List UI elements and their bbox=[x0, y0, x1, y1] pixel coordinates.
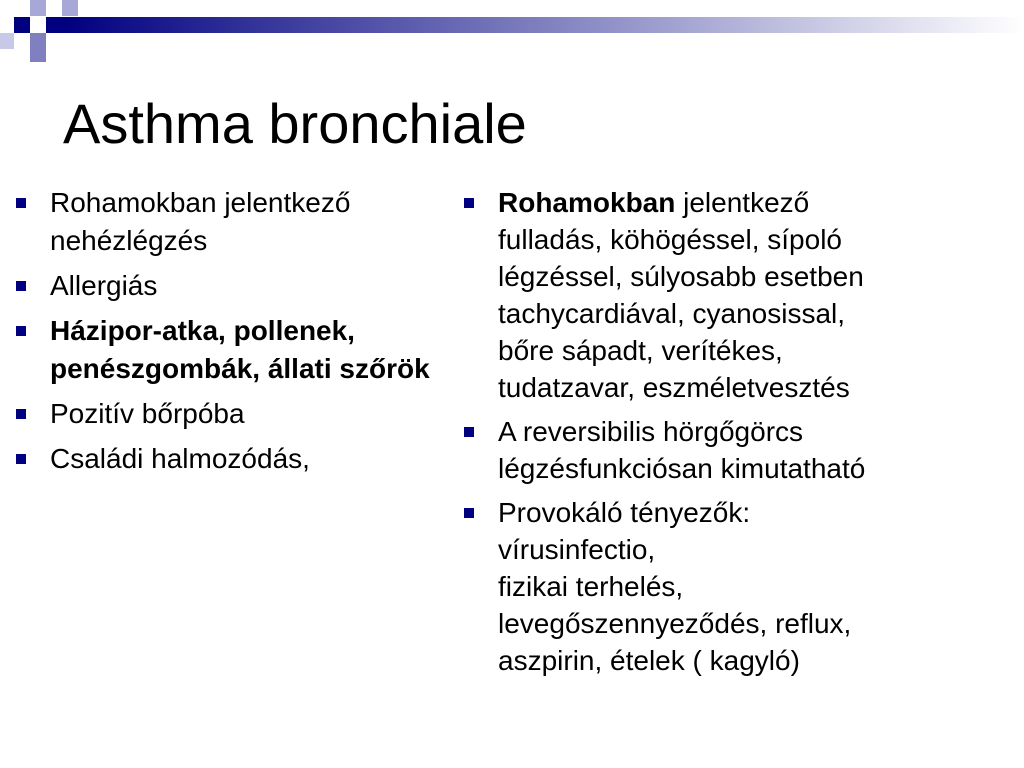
list-item-text: Rohamokban jelentkező nehézlégzés bbox=[50, 187, 351, 256]
list-item-text: Allergiás bbox=[50, 270, 158, 301]
list-item bbox=[462, 494, 1017, 679]
square-bullet-icon bbox=[464, 198, 474, 208]
square-bullet-icon bbox=[16, 281, 26, 291]
list-item-text: A reversibilis hörgőgörcs légzésfunkciósan kimutatható bbox=[498, 416, 866, 484]
square-bullet-icon bbox=[464, 508, 474, 518]
list-item-text-bold: Házipor-atka, pollenek, penészgombák, állati szőrök bbox=[50, 315, 430, 384]
list-item bbox=[462, 184, 1017, 406]
list-item bbox=[14, 312, 434, 388]
list-item-bold-lead: Rohamokban bbox=[498, 187, 676, 218]
list-item bbox=[14, 184, 434, 260]
square-bullet-icon bbox=[464, 427, 474, 437]
square-bullet-icon bbox=[16, 198, 26, 208]
slide-title: Asthma bronchiale bbox=[63, 92, 527, 155]
list-item-rest: jelentkező fulladás, köhögéssel, sípoló légzéssel, súlyosabb esetben tachycardiával, cyanosissal, bőre sápadt, verítékes, tudatzavar, eszméletvesztés bbox=[498, 187, 864, 403]
header-gradient-bar bbox=[62, 17, 1024, 33]
list-item-text: Pozitív bőrpóba bbox=[50, 398, 245, 429]
list-item-text bbox=[498, 187, 864, 403]
left-bullet-list bbox=[14, 184, 434, 485]
list-item bbox=[14, 267, 434, 305]
square-bullet-icon bbox=[16, 409, 26, 419]
right-bullet-list bbox=[462, 184, 1017, 686]
list-item-text: Családi halmozódás, bbox=[50, 443, 310, 474]
square-bullet-icon bbox=[16, 326, 26, 336]
list-item bbox=[14, 440, 434, 478]
list-item bbox=[14, 395, 434, 433]
list-item-text: Provokáló tényezők: vírusinfectio, fizikai terhelés, levegőszennyeződés, reflux, aszpirin, ételek ( kagyló) bbox=[498, 497, 852, 676]
list-item bbox=[462, 413, 1017, 487]
square-bullet-icon bbox=[16, 454, 26, 464]
header-decoration bbox=[0, 0, 1024, 70]
